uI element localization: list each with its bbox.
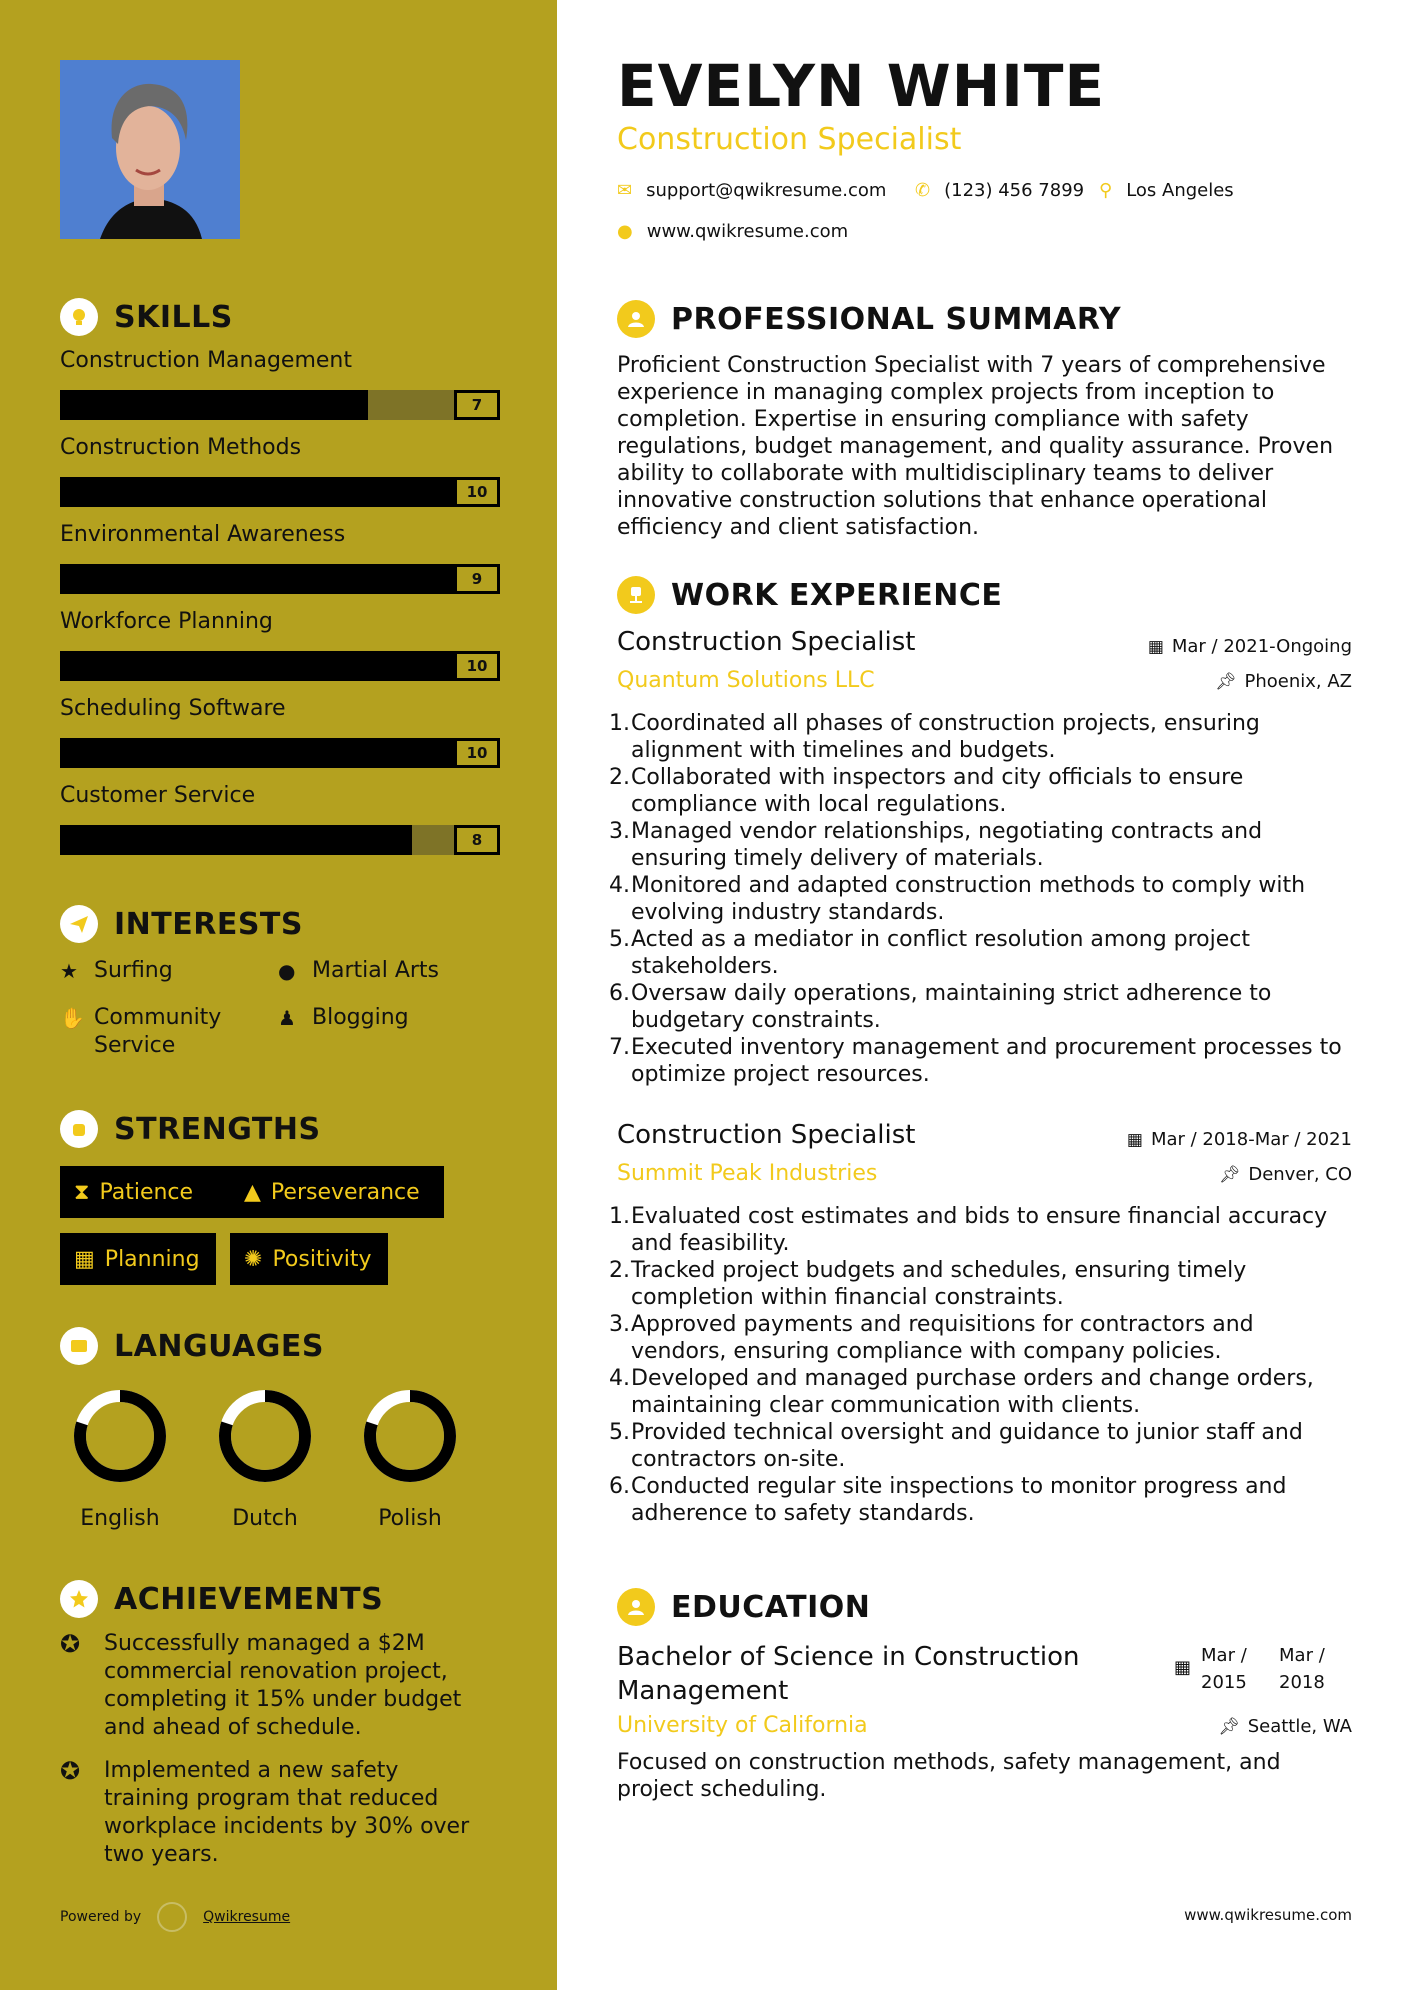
- medal-icon: [60, 1580, 98, 1618]
- skill-value: 7: [454, 390, 500, 420]
- phone-text: (123) 456 7899: [944, 180, 1085, 201]
- phone-icon: ✆: [915, 180, 931, 201]
- language-label: Polish: [378, 1506, 442, 1531]
- skill-value: 10: [454, 651, 500, 681]
- duty-text: Conducted regular site inspections to monitor progress and adherence to safety standards.: [631, 1474, 1287, 1526]
- skill-bar-fill: [60, 738, 500, 768]
- language-ring: [70, 1386, 170, 1486]
- star-icon: ★: [60, 959, 78, 983]
- duty-text: Tracked project budgets and schedules, ensuring timely completion within financial constraints.: [631, 1258, 1247, 1310]
- road-icon: ▲: [244, 1179, 261, 1205]
- job-dates: [1148, 636, 1352, 657]
- contact-location: [1099, 180, 1234, 201]
- duty-text: Evaluated cost estimates and bids to ensure financial accuracy and feasibility.: [631, 1204, 1328, 1256]
- interest-label: Community Service: [94, 1005, 222, 1058]
- duty-number: 1.: [609, 711, 630, 736]
- language-ring: [360, 1386, 460, 1486]
- hourglass-icon: ⧗: [74, 1179, 90, 1205]
- interest-item: [60, 1004, 260, 1060]
- duty-number: 4.: [609, 873, 630, 898]
- education-end: Mar / 2018: [1279, 1645, 1325, 1693]
- skill-item: [60, 696, 500, 762]
- duty-text: Approved payments and requisitions for contractors and vendors, ensuring compliance with company policies.: [631, 1312, 1254, 1364]
- job-duties: [609, 710, 1352, 1088]
- skill-item: [60, 522, 500, 588]
- language-icon: [60, 1327, 98, 1365]
- duty-text: Developed and managed purchase orders and change orders, maintaining clear communication with clients.: [631, 1366, 1314, 1418]
- strengths-heading: [60, 1110, 321, 1148]
- duty-item: [609, 926, 1352, 980]
- calendar-icon: ▦: [1174, 1657, 1192, 1678]
- skill-bar-fill: [60, 825, 412, 855]
- job-company: Quantum Solutions LLC: [617, 668, 875, 693]
- duty-text: Monitored and adapted construction methods to comply with evolving industry standards.: [631, 873, 1306, 925]
- duty-item: [609, 1203, 1352, 1257]
- duty-number: 3.: [609, 1312, 630, 1337]
- duty-number: 5.: [609, 927, 630, 952]
- duty-item: [609, 980, 1352, 1034]
- duty-number: 6.: [609, 981, 630, 1006]
- calendar-icon: ▦: [1147, 636, 1164, 657]
- qwikresume-logo-icon: [157, 1902, 187, 1932]
- education-dates: [1174, 1642, 1339, 1696]
- duty-item: [609, 1257, 1352, 1311]
- pushpin-icon: 📌︎: [1218, 1716, 1240, 1737]
- user-icon: [617, 300, 655, 338]
- calendar-icon: ▦: [1126, 1129, 1143, 1150]
- duty-item: [609, 764, 1352, 818]
- interest-item: [278, 1004, 409, 1032]
- lightbulb-icon: [60, 298, 98, 336]
- graduation-icon: [617, 1588, 655, 1626]
- job-title: Construction Specialist: [617, 1120, 916, 1150]
- education-heading: [617, 1588, 870, 1626]
- skill-label: Customer Service: [60, 783, 256, 808]
- pushpin-icon: 📌︎: [1214, 671, 1237, 692]
- job-location: [1215, 671, 1352, 692]
- skill-label: Scheduling Software: [60, 696, 286, 721]
- users-icon: ♟: [278, 1006, 296, 1030]
- job-dates: [1127, 1129, 1352, 1150]
- globe-icon: ●: [617, 221, 633, 242]
- strengths-title: STRENGTHS: [114, 1111, 321, 1147]
- skill-bar-fill: [60, 564, 456, 594]
- strength-label: Patience: [99, 1179, 194, 1205]
- map-pin-icon: ⚲: [1099, 180, 1113, 201]
- skill-item: [60, 435, 500, 501]
- duty-item: [609, 1311, 1352, 1365]
- skill-label: Construction Management: [60, 348, 352, 373]
- education-degree: Bachelor of Science in Construction Management: [617, 1642, 1080, 1706]
- job-duties: [609, 1203, 1352, 1527]
- language-ring: [215, 1386, 315, 1486]
- duty-number: 6.: [609, 1474, 630, 1499]
- duty-item: [609, 710, 1352, 764]
- duty-number: 2.: [609, 1258, 630, 1283]
- experience-title: WORK EXPERIENCE: [671, 577, 1003, 613]
- job-dates-text: Mar / 2018-Mar / 2021: [1150, 1129, 1352, 1150]
- language-label: Dutch: [232, 1506, 298, 1531]
- education-start: Mar / 2015: [1201, 1645, 1247, 1693]
- skill-bar: [60, 651, 500, 681]
- globe-icon: ●: [278, 959, 296, 983]
- duty-item: [609, 1034, 1352, 1088]
- duty-item: [609, 1365, 1352, 1419]
- language-item: [60, 1386, 180, 1531]
- duty-number: 2.: [609, 765, 630, 790]
- qwikresume-link[interactable]: Qwikresume: [203, 1909, 291, 1925]
- skill-item: [60, 783, 500, 849]
- achievement-item: [60, 1630, 480, 1742]
- skill-bar: [60, 564, 500, 594]
- strength-label: Planning: [104, 1246, 200, 1272]
- interest-label: Blogging: [312, 1005, 409, 1030]
- duty-item: [609, 872, 1352, 926]
- achievement-item: [60, 1757, 480, 1869]
- skill-value: 9: [454, 564, 500, 594]
- languages-title: LANGUAGES: [114, 1328, 324, 1364]
- job-location-text: Denver, CO: [1248, 1164, 1352, 1185]
- duty-number: 1.: [609, 1204, 630, 1229]
- sidebar: [0, 0, 557, 1990]
- job-title: Construction Specialist: [617, 627, 916, 657]
- strength-badge: [230, 1233, 388, 1285]
- language-item: [350, 1386, 470, 1531]
- skill-label: Workforce Planning: [60, 609, 273, 634]
- email-text: support@qwikresume.com: [646, 180, 887, 201]
- skill-value: 10: [454, 477, 500, 507]
- strength-badge: [60, 1166, 230, 1218]
- strength-badge: [60, 1233, 216, 1285]
- contact-phone[interactable]: [915, 180, 1084, 201]
- envelope-icon: ✉: [617, 180, 633, 201]
- skill-value: 10: [454, 738, 500, 768]
- language-item: [205, 1386, 325, 1531]
- interest-label: Surfing: [94, 958, 173, 983]
- fist-icon: [60, 1110, 98, 1148]
- education-school: University of California: [617, 1713, 868, 1738]
- candidate-name: EVELYN WHITE: [617, 52, 1106, 120]
- interest-label: Martial Arts: [312, 958, 440, 983]
- job-dates-text: Mar / 2021-Ongoing: [1171, 636, 1352, 657]
- trophy-star-icon: ✪: [60, 1630, 81, 1658]
- skill-bar: [60, 825, 500, 855]
- language-label: English: [80, 1506, 160, 1531]
- skill-bar: [60, 477, 500, 507]
- experience-heading: [617, 576, 1002, 614]
- duty-text: Managed vendor relationships, negotiating contracts and ensuring timely delivery of materials.: [631, 819, 1263, 871]
- skill-bar-fill: [60, 651, 500, 681]
- duty-number: 4.: [609, 1366, 630, 1391]
- skill-bar: [60, 738, 500, 768]
- duty-item: [609, 818, 1352, 872]
- job-location: [1219, 1164, 1352, 1185]
- paper-plane-icon: [60, 905, 98, 943]
- office-chair-icon: [617, 576, 655, 614]
- strength-label: Perseverance: [270, 1179, 420, 1205]
- interest-item: [60, 957, 173, 985]
- duty-text: Oversaw daily operations, maintaining strict adherence to budgetary constraints.: [631, 981, 1272, 1033]
- skill-label: Construction Methods: [60, 435, 302, 460]
- interest-item: [278, 957, 439, 985]
- contact-website[interactable]: [617, 221, 848, 242]
- skill-item: [60, 609, 500, 675]
- summary-heading: [617, 300, 1121, 338]
- powered-by: [60, 1902, 290, 1932]
- duty-text: Acted as a mediator in conflict resolution among project stakeholders.: [631, 927, 1251, 979]
- skill-label: Environmental Awareness: [60, 522, 346, 547]
- education-title: EDUCATION: [671, 1589, 871, 1625]
- duty-number: 7.: [609, 1035, 630, 1060]
- duty-item: [609, 1473, 1352, 1527]
- skill-bar-fill: [60, 477, 500, 507]
- website-text: www.qwikresume.com: [646, 221, 849, 242]
- duty-text: Provided technical oversight and guidance to junior staff and contractors on-site.: [631, 1420, 1303, 1472]
- skill-bar-fill: [60, 390, 368, 420]
- sun-icon: ✺: [244, 1246, 263, 1272]
- education-location-text: Seattle, WA: [1247, 1716, 1352, 1737]
- trophy-star-icon: ✪: [60, 1757, 81, 1785]
- education-location: [1218, 1716, 1352, 1737]
- job-company: Summit Peak Industries: [617, 1161, 878, 1186]
- powered-by-label: Powered by: [60, 1909, 142, 1925]
- profile-photo: [60, 60, 240, 239]
- duty-number: 3.: [609, 819, 630, 844]
- summary-text: Proficient Construction Specialist with 7 years of comprehensive experience in managing complex projects from inception to completion. Expertise in ensuring compliance with safety regulations, budget management, and quality assurance. Proven ability to collaborate with multidisciplinary teams to deliver innovative construction solutions that enhance operational efficiency and client satisfaction.: [617, 353, 1334, 540]
- summary-title: PROFESSIONAL SUMMARY: [671, 301, 1122, 337]
- pushpin-icon: 📌︎: [1218, 1164, 1241, 1185]
- education-description: Focused on construction methods, safety management, and project scheduling.: [617, 1750, 1281, 1802]
- job-location-text: Phoenix, AZ: [1244, 671, 1352, 692]
- duty-text: Collaborated with inspectors and city officials to ensure compliance with local regulations.: [631, 765, 1244, 817]
- calendar-icon: ▦: [74, 1246, 95, 1272]
- duty-text: Executed inventory management and procurement processes to optimize project resources.: [631, 1035, 1342, 1087]
- location-text: Los Angeles: [1126, 180, 1234, 201]
- duty-item: [609, 1419, 1352, 1473]
- interests-title: INTERESTS: [114, 906, 303, 942]
- duty-number: 5.: [609, 1420, 630, 1445]
- footer-url[interactable]: www.qwikresume.com: [1184, 1906, 1352, 1924]
- strength-label: Positivity: [272, 1246, 372, 1272]
- achievements-heading: [60, 1580, 383, 1618]
- hand-icon: ✋: [60, 1006, 85, 1030]
- strength-badge: [230, 1166, 444, 1218]
- skill-bar: [60, 390, 500, 420]
- skills-heading: [60, 298, 233, 336]
- achievements-title: ACHIEVEMENTS: [114, 1581, 384, 1617]
- candidate-role: Construction Specialist: [617, 122, 962, 157]
- interests-heading: [60, 905, 303, 943]
- achievement-text: Implemented a new safety training program that reduced workplace incidents by 30% over two years.: [104, 1758, 470, 1867]
- skills-title: SKILLS: [114, 299, 233, 335]
- duty-text: Coordinated all phases of construction projects, ensuring alignment with timelines and budgets.: [631, 711, 1260, 763]
- languages-heading: [60, 1327, 324, 1365]
- skill-value: 8: [454, 825, 500, 855]
- achievement-text: Successfully managed a $2M commercial renovation project, completing it 15% under budget and ahead of schedule.: [104, 1631, 462, 1740]
- skill-item: [60, 348, 500, 414]
- contact-email[interactable]: [617, 180, 886, 201]
